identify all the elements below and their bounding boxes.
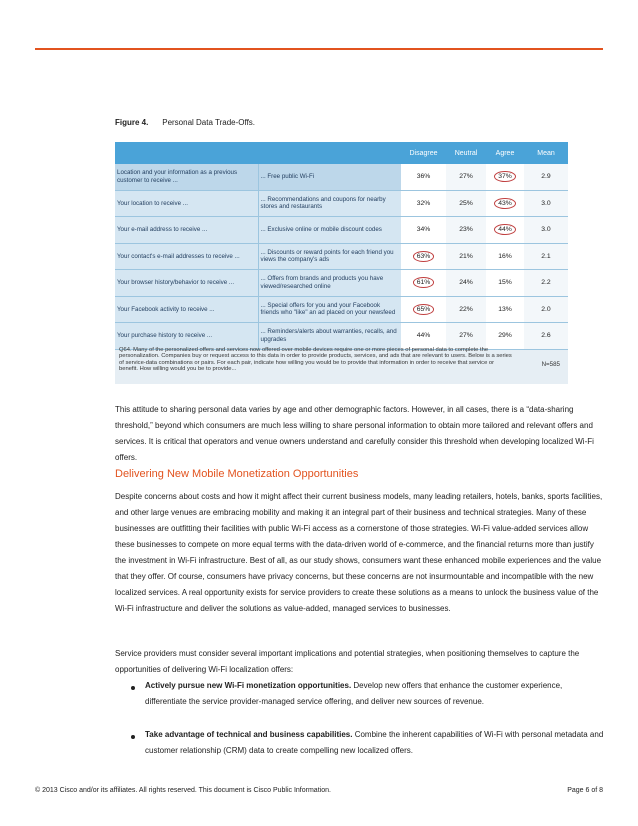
paragraph-threshold: This attitude to sharing personal data varies by age and other demographic factors. However, in all cases, there is a “data-sharing threshold,” beyond which consumers are much less willing to share personal information to obtain more tailored and relevant offers and services. It is critical that operators and venue owners understand and carefully consider this threshold when developing localized Wi-Fi offers. bbox=[115, 405, 594, 462]
offer-cell: ... Offers from brands and products you have viewed/researched online bbox=[258, 270, 401, 297]
data-item-cell: Your browser history/behavior to receive ... bbox=[115, 270, 258, 297]
table-row bbox=[115, 296, 568, 323]
bullet-text: Develop new offers that enhance the customer experience, differentiate the service provider-managed service offering, and deliver new sources of revenue. bbox=[145, 681, 563, 706]
data-item-cell: Your location to receive ... bbox=[115, 190, 258, 217]
value-cell: 3.0 bbox=[524, 217, 568, 244]
bullet-text: Combine the inherent capabilities of Wi-Fi with personal metadata and customer relationship (CRM) data to create compelling new localized offers. bbox=[145, 730, 604, 755]
value-cell bbox=[401, 270, 446, 297]
table-row bbox=[115, 217, 568, 244]
value-cell: 22% bbox=[446, 296, 486, 323]
circled-value: 43% bbox=[494, 198, 516, 209]
value-cell: 15% bbox=[486, 270, 524, 297]
header-rule bbox=[35, 48, 603, 50]
circled-value: 63% bbox=[413, 251, 435, 262]
value-cell bbox=[486, 164, 524, 190]
paragraph-strategies: Service providers must consider several important implications and potential strategies, when positioning themselves to capture the opportunities of delivering Wi-Fi localization offers: bbox=[115, 649, 580, 674]
offer-cell: ... Reminders/alerts about warranties, recalls, and upgrades bbox=[258, 323, 401, 350]
circled-value: 65% bbox=[413, 304, 435, 315]
header-mean: Mean bbox=[524, 142, 568, 164]
value-cell: 13% bbox=[486, 296, 524, 323]
circled-value: 44% bbox=[494, 224, 516, 235]
survey-table bbox=[115, 142, 568, 384]
survey-question-note: Q64. Many of the personalized offers and services now offered over mobile devices require one or more pieces of personal data to complete the personalization. Companies buy or request access to this data in order to provide products, services, and ads that are relevant to users. Below is a series of service-data combinations or pairs. For each pair, indicate how willing you would be to provide that information in order to receive that service or benefit. How willing would you be to provide... bbox=[119, 347, 512, 373]
value-cell bbox=[401, 243, 446, 270]
table-row bbox=[115, 270, 568, 297]
value-cell bbox=[401, 296, 446, 323]
offer-cell: ... Discounts or reward points for each friend you views the company's ads bbox=[258, 243, 401, 270]
bullet-lead: Actively pursue new Wi-Fi monetization opportunities. bbox=[145, 681, 352, 690]
value-cell: 23% bbox=[446, 217, 486, 244]
value-cell: 34% bbox=[401, 217, 446, 244]
data-item-cell: Your purchase history to receive ... bbox=[115, 323, 258, 350]
circled-value: 37% bbox=[494, 171, 516, 182]
bullet-item bbox=[145, 727, 605, 759]
value-cell: 2.9 bbox=[524, 164, 568, 190]
data-item-cell: Location and your information as a previous customer to receive ... bbox=[115, 164, 258, 190]
value-cell: 2.6 bbox=[524, 323, 568, 350]
value-cell: 2.2 bbox=[524, 270, 568, 297]
circled-value: 61% bbox=[413, 277, 435, 288]
value-cell: 16% bbox=[486, 243, 524, 270]
offer-cell: ... Free public Wi-Fi bbox=[258, 164, 401, 190]
bullet-item bbox=[145, 678, 605, 710]
value-cell bbox=[486, 217, 524, 244]
header-disagree: Disagree bbox=[401, 142, 446, 164]
data-item-cell: Your e-mail address to receive ... bbox=[115, 217, 258, 244]
data-item-cell: Your Facebook activity to receive ... bbox=[115, 296, 258, 323]
header-neutral: Neutral bbox=[446, 142, 486, 164]
bullet-lead: Take advantage of technical and business capabilities. bbox=[145, 730, 353, 739]
header-blank bbox=[115, 142, 258, 164]
sample-size: N=585 bbox=[541, 361, 560, 368]
value-cell: 21% bbox=[446, 243, 486, 270]
header-blank bbox=[258, 142, 401, 164]
footer-page-number: Page 6 of 8 bbox=[567, 787, 603, 794]
offer-cell: ... Special offers for you and your Facebook friends who "like" an ad placed on your newsfeed bbox=[258, 296, 401, 323]
figure-caption bbox=[115, 118, 255, 127]
offer-cell: ... Recommendations and coupons for nearby stores and restaurants bbox=[258, 190, 401, 217]
value-cell: 36% bbox=[401, 164, 446, 190]
value-cell: 27% bbox=[446, 323, 486, 350]
header-agree: Agree bbox=[486, 142, 524, 164]
data-item-cell: Your contact's e-mail addresses to receive ... bbox=[115, 243, 258, 270]
table-row bbox=[115, 190, 568, 217]
bullet-dot bbox=[131, 735, 135, 739]
value-cell: 32% bbox=[401, 190, 446, 217]
value-cell: 29% bbox=[486, 323, 524, 350]
value-cell: 27% bbox=[446, 164, 486, 190]
value-cell: 25% bbox=[446, 190, 486, 217]
table-row bbox=[115, 164, 568, 190]
value-cell: 3.0 bbox=[524, 190, 568, 217]
offer-cell: ... Exclusive online or mobile discount codes bbox=[258, 217, 401, 244]
section-heading: Delivering New Mobile Monetization Opportunities bbox=[115, 468, 359, 480]
value-cell bbox=[486, 190, 524, 217]
value-cell: 2.0 bbox=[524, 296, 568, 323]
table-row bbox=[115, 323, 568, 350]
table-row bbox=[115, 243, 568, 270]
value-cell: 44% bbox=[401, 323, 446, 350]
paragraph-opportunities: Despite concerns about costs and how it might affect their current business models, many leading retailers, hotels, banks, sports facilities, and other large venues are embracing mobility and making it an integral part of their business and technical strategies. Many of these businesses are outfitting their facilities with public Wi-Fi access as a cornerstone of those strategies. Wi-Fi value-added services allow these businesses to compete on more equal terms with the data-driven world of e-commerce, and the financial returns more than justify the investment in Wi-Fi infrastructure. Best of all, as our study shows, consumers want these enhanced mobile experiences and the value that they offer. Of course, consumers have privacy concerns, but these concerns are not insurmountable and incompatible with the new localized services. A real opportunity exists for service providers to create these solutions as a means to unlock the business value of the Wi-Fi infrastructure and deliver the solutions as value-added, managed services to businesses. bbox=[115, 492, 603, 613]
footer-copyright: © 2013 Cisco and/or its affiliates. All rights reserved. This document is Cisco Public Information. bbox=[35, 787, 331, 794]
value-cell: 2.1 bbox=[524, 243, 568, 270]
value-cell: 24% bbox=[446, 270, 486, 297]
figure-title: Personal Data Trade-Offs. bbox=[162, 118, 256, 127]
figure-number: Figure 4. bbox=[115, 118, 149, 127]
bullet-dot bbox=[131, 686, 135, 690]
